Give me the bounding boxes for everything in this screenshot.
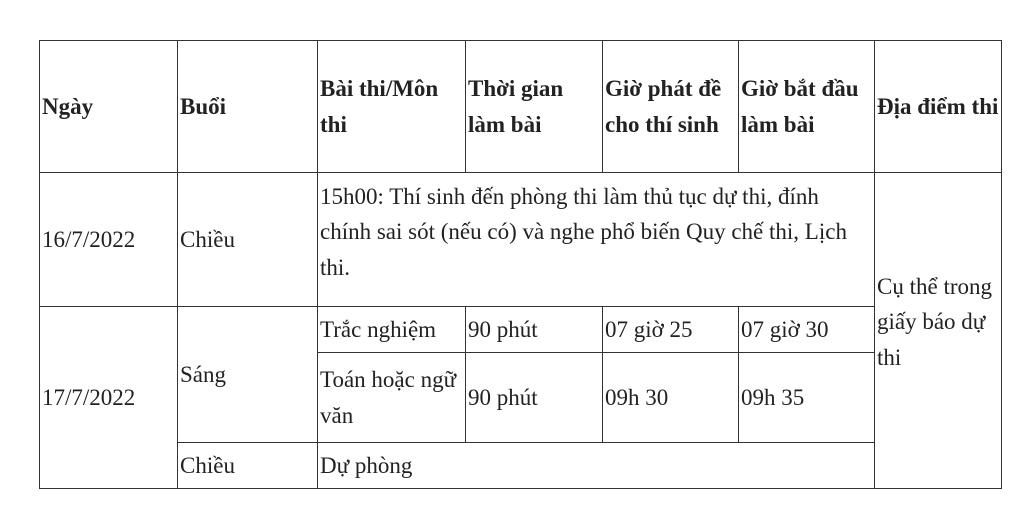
exam-subject-cell: Toán hoặc ngữ văn — [318, 353, 466, 443]
header-bai-thi: Bài thi/Môn thi — [318, 41, 466, 173]
paper-distribution-time-cell: 09h 30 — [603, 353, 739, 443]
session-cell: Chiều — [178, 443, 318, 489]
start-time-cell: 07 giờ 30 — [739, 307, 875, 353]
table-row — [40, 443, 1002, 489]
session-cell: Chiều — [178, 173, 318, 307]
header-gio-phat-de: Giờ phát đề cho thí sinh — [603, 41, 739, 173]
table-row — [40, 307, 1002, 353]
date-cell: 17/7/2022 — [40, 307, 178, 489]
reserve-cell: Dự phòng — [318, 443, 875, 489]
duration-cell: 90 phút — [466, 353, 603, 443]
table-row — [40, 173, 1002, 307]
instruction-note: 15h00: Thí sinh đến phòng thi làm thủ tục dự thi, đính chính sai sót (nếu có) và nghe phổ biến Quy chế thi, Lịch thi. — [318, 173, 875, 307]
header-gio-bat-dau: Giờ bắt đầu làm bài — [739, 41, 875, 173]
header-ngay: Ngày — [40, 41, 178, 173]
header-row — [40, 41, 1002, 173]
exam-subject-cell: Trắc nghiệm — [318, 307, 466, 353]
start-time-cell: 09h 35 — [739, 353, 875, 443]
session-cell: Sáng — [178, 307, 318, 443]
header-buoi: Buổi — [178, 41, 318, 173]
header-thoi-gian: Thời gian làm bài — [466, 41, 603, 173]
paper-distribution-time-cell: 07 giờ 25 — [603, 307, 739, 353]
date-cell: 16/7/2022 — [40, 173, 178, 307]
exam-schedule-table — [39, 40, 1002, 489]
duration-cell: 90 phút — [466, 307, 603, 353]
location-cell: Cụ thể trong giấy báo dự thi — [875, 173, 1002, 489]
header-dia-diem: Địa điểm thi — [875, 41, 1002, 173]
